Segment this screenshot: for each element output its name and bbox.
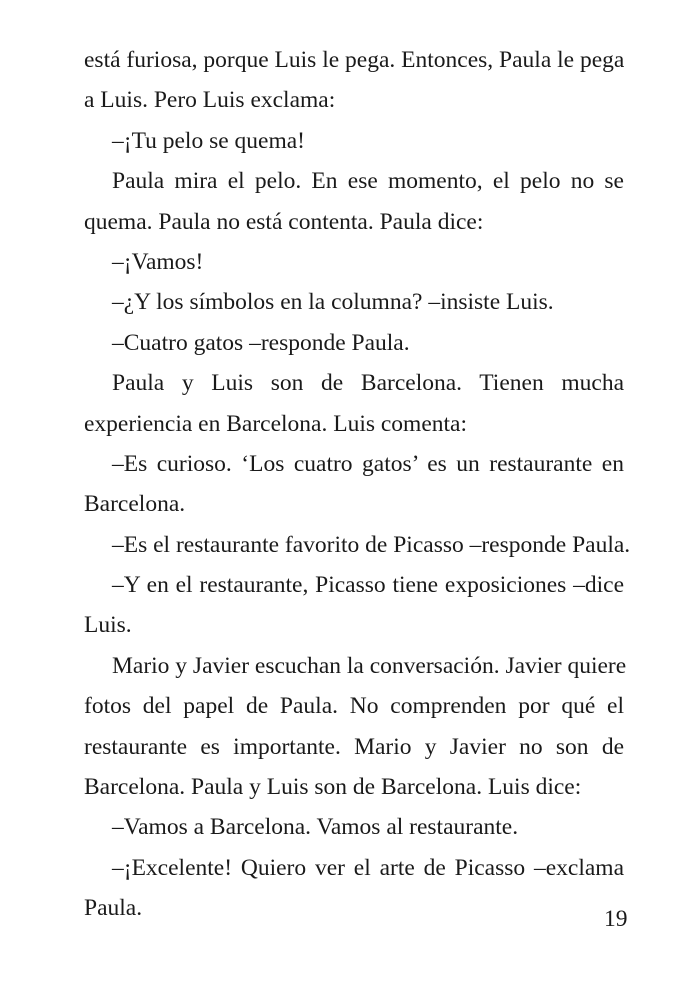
text-line: Barcelona. xyxy=(84,491,186,518)
page-number: 19 xyxy=(604,906,628,932)
paragraph xyxy=(84,40,624,121)
paragraph xyxy=(84,121,624,161)
text-line: está furiosa, porque Luis le pega. Entonces, Paula le pega xyxy=(84,47,625,73)
text-line: –Y en el restaurante, Picasso tiene exposiciones –dice xyxy=(112,572,624,599)
text-line: Paula mira el pelo. En ese momento, el pelo no se xyxy=(112,168,624,195)
paragraph xyxy=(84,444,624,525)
text-line: Mario y Javier escuchan la conversación. Javier quiere xyxy=(112,652,627,679)
text-line: –¡Tu pelo se quema! xyxy=(112,127,305,154)
text-line: experiencia en Barcelona. Luis comenta: xyxy=(84,410,467,437)
text-line: fotos del papel de Paula. No comprenden por qué el xyxy=(84,693,624,720)
paragraph xyxy=(84,323,624,363)
text-line: a Luis. Pero Luis exclama: xyxy=(84,87,336,114)
text-line: Barcelona. Paula y Luis son de Barcelona. Luis dice: xyxy=(84,774,582,801)
text-line: –¡Excelente! Quiero ver el arte de Picasso –exclama xyxy=(112,854,624,881)
text-line: –Es curioso. ‘Los cuatro gatos’ es un restaurante en xyxy=(112,450,624,477)
text-line: quema. Paula no está contenta. Paula dice: xyxy=(84,208,484,235)
text-line: –Vamos a Barcelona. Vamos al restaurante. xyxy=(112,814,519,841)
paragraph xyxy=(84,242,624,282)
text-line: –Es el restaurante favorito de Picasso –responde Paula. xyxy=(112,531,631,558)
paragraph xyxy=(84,646,627,808)
text-line: Paula. xyxy=(84,895,143,922)
text-line: restaurante es importante. Mario y Javier no son de xyxy=(84,733,624,760)
paragraph xyxy=(84,565,624,646)
text-line: –¡Vamos! xyxy=(112,248,204,275)
paragraph xyxy=(84,848,624,929)
paragraph xyxy=(84,161,624,242)
text-line: –Cuatro gatos –responde Paula. xyxy=(112,329,410,356)
paragraph xyxy=(84,525,631,565)
paragraph xyxy=(84,363,624,444)
text-line: Luis. xyxy=(84,612,132,639)
page-body xyxy=(84,40,631,929)
paragraph xyxy=(84,282,624,322)
text-line: Paula y Luis son de Barcelona. Tienen mucha xyxy=(112,370,624,397)
text-line: –¿Y los símbolos en la columna? –insiste Luis. xyxy=(112,289,554,316)
paragraph xyxy=(84,807,624,847)
